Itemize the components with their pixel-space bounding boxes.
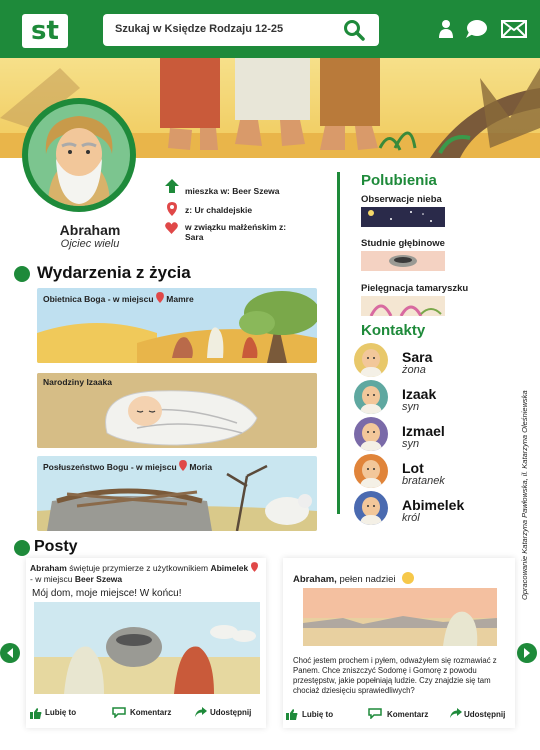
contact-name[interactable]: Sara bbox=[402, 349, 433, 365]
post-card-2[interactable] bbox=[283, 558, 515, 728]
comes-from: z: Ur chaldejskie bbox=[185, 205, 253, 215]
user-icon[interactable] bbox=[438, 19, 454, 39]
search-box[interactable] bbox=[103, 14, 379, 46]
event-card-birth[interactable] bbox=[37, 373, 317, 448]
like-label: Studnie głębinowe bbox=[361, 238, 445, 249]
contact-name[interactable]: Lot bbox=[402, 460, 424, 476]
post-image bbox=[34, 602, 260, 694]
smile-emoji-icon bbox=[402, 572, 414, 584]
like-image-tamarisk[interactable] bbox=[361, 296, 445, 316]
contact-avatar[interactable] bbox=[354, 454, 388, 488]
contact-name[interactable]: Izmael bbox=[402, 423, 445, 439]
events-bullet bbox=[14, 266, 30, 282]
credit-text: Opracowanie Katarzyna Pawłowska, il. Katarzyna Oleśniewska bbox=[520, 390, 529, 600]
contact-avatar[interactable] bbox=[354, 417, 388, 451]
location-pin-icon bbox=[251, 562, 258, 572]
search-input[interactable]: Szukaj w Księdze Rodzaju 12-25 bbox=[115, 23, 284, 35]
post-image bbox=[303, 588, 497, 646]
married-to: w związku małżeńskim z: Sara bbox=[185, 222, 287, 242]
like-label: Obserwacje nieba bbox=[361, 194, 442, 205]
home-icon bbox=[164, 178, 180, 194]
like-button[interactable]: Lubię to bbox=[45, 708, 77, 717]
like-image-stars[interactable] bbox=[361, 207, 445, 227]
thumbs-up-icon[interactable] bbox=[30, 708, 42, 719]
event-label: Obietnica Boga - w miejscu Mamre bbox=[43, 294, 194, 304]
events-title: Wydarzenia z życia bbox=[37, 263, 191, 282]
profile-role: Ojciec wielu bbox=[60, 238, 120, 250]
posts-title: Posty bbox=[34, 538, 78, 555]
event-card-obedience[interactable] bbox=[37, 456, 317, 531]
share-button[interactable]: Udostępnij bbox=[464, 710, 506, 719]
heart-icon bbox=[165, 222, 178, 234]
location-pin-icon bbox=[179, 460, 187, 471]
profile-avatar[interactable] bbox=[22, 98, 136, 212]
logo[interactable]: st bbox=[22, 14, 68, 48]
share-icon[interactable] bbox=[450, 708, 462, 719]
comment-icon[interactable] bbox=[368, 708, 382, 719]
event-label: Posłuszeństwo Bogu - w miejscu Moria bbox=[43, 462, 213, 472]
like-image-well[interactable] bbox=[361, 251, 445, 271]
prev-arrow-button[interactable] bbox=[0, 643, 20, 663]
contact-relation: król bbox=[402, 512, 420, 524]
contact-relation: bratanek bbox=[402, 475, 445, 487]
post-body: Choć jestem prochem i pyłem, odważyłem się rozmawiać z Panem. Chce zniszczyć Sodomę i Gomorę z powodu przestępstw, jakie popełniają ludzie. Czy znajdzie się tam chociaż dziesięciu sprawiedliwych? bbox=[293, 656, 497, 695]
lives-in: mieszka w: Beer Szewa bbox=[185, 186, 280, 196]
contact-avatar[interactable] bbox=[354, 343, 388, 377]
posts-bullet bbox=[14, 540, 30, 556]
next-arrow-button[interactable] bbox=[517, 643, 537, 663]
contact-name[interactable]: Abimelek bbox=[402, 497, 465, 513]
contacts-title: Kontakty bbox=[361, 322, 426, 339]
post-header: Abraham, pełen nadziei bbox=[293, 572, 414, 585]
contact-relation: syn bbox=[402, 401, 420, 413]
mail-icon[interactable] bbox=[501, 19, 527, 39]
post-header: Abraham świętuje przymierze z użytkownikiem Abimelek - w miejscu Beer Szewa bbox=[30, 562, 260, 585]
profile-name: Abraham bbox=[59, 222, 121, 238]
location-pin-icon bbox=[167, 202, 177, 216]
thumbs-up-icon[interactable] bbox=[286, 709, 298, 720]
location-pin-icon bbox=[156, 292, 164, 303]
likes-title: Polubienia bbox=[361, 172, 437, 189]
chat-icon[interactable] bbox=[464, 19, 488, 39]
share-icon[interactable] bbox=[195, 707, 207, 718]
column-divider bbox=[337, 172, 340, 514]
event-label: Narodziny Izaaka bbox=[43, 377, 112, 387]
search-icon[interactable] bbox=[343, 19, 365, 41]
comment-icon[interactable] bbox=[112, 707, 126, 718]
comment-button[interactable]: Komentarz bbox=[387, 710, 429, 719]
contact-relation: żona bbox=[402, 364, 426, 376]
contact-avatar[interactable] bbox=[354, 380, 388, 414]
event-card-promise[interactable] bbox=[37, 288, 317, 363]
post-card-1[interactable] bbox=[26, 558, 266, 728]
top-bar bbox=[0, 0, 540, 58]
contact-relation: syn bbox=[402, 438, 420, 450]
contact-avatar[interactable] bbox=[354, 491, 388, 525]
post-body: Mój dom, moje miejsce! W końcu! bbox=[32, 588, 182, 599]
share-button[interactable]: Udostępnij bbox=[210, 708, 252, 717]
like-label: Pielęgnacja tamaryszku bbox=[361, 283, 469, 294]
contact-name[interactable]: Izaak bbox=[402, 386, 437, 402]
like-button[interactable]: Lubię to bbox=[302, 710, 334, 719]
comment-button[interactable]: Komentarz bbox=[130, 708, 172, 717]
